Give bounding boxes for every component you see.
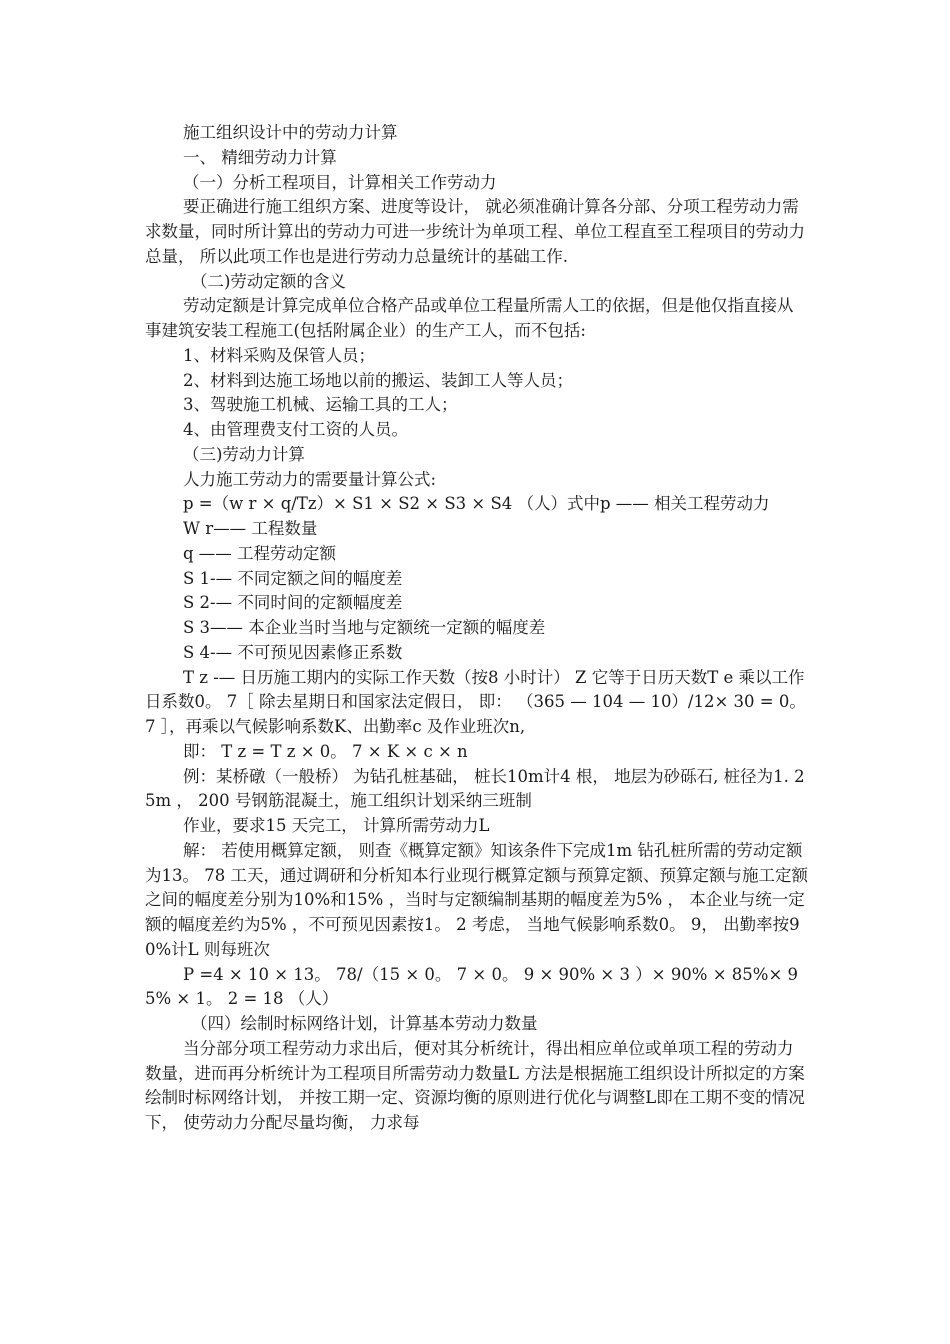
document-body bbox=[145, 121, 809, 1136]
solution-paragraph: 解： 若使用概算定额， 则查《概算定额》知该条件下完成1m 钻孔桩所需的劳动定额为13。 78 工天，通过调研和分析知本行业现行概算定额与预算定额、预算定额与施工定额之间的幅度差分别为10%和15% ，当时与定额编制基期的幅度差为5% ， 本企业与统一定额的幅度差约为5% ，不可预见因素按1。 2 考虑， 当地气候影响系数0。 9， 出勤率按90%计L 则每班次 bbox=[145, 840, 808, 959]
paragraph-2: 劳动定额是计算完成单位合格产品或单位工程量所需人工的依据，但是他仅指直接从事建筑安装工程施工(包括附属企业）的生产工人，而不包括: bbox=[145, 296, 794, 340]
result-formula: P =4 × 10 × 13。 78/（15 × 0。 7 × 0。 9 × 90% × 3 ）× 90% × 85%× 95% × 1。 2 = 18 （人） bbox=[145, 964, 799, 1009]
formula-line: p =（w r × q/Tz）× S1 × S2 × S3 × S4 （人）式中p —— 相关工程劳动力 bbox=[183, 494, 770, 514]
list-item: 4、由管理费支付工资的人员。 bbox=[183, 420, 408, 439]
definition-item: S 1-— 不同定额之间的幅度差 bbox=[183, 568, 403, 588]
example-paragraph: 例：某桥礅（一般桥） 为钻孔桩基础， 桩长10m计4 根， 地层为砂砾石, 桩径为1. 25m ， 200 号钢筋混凝土，施工组织计划采纳三班制 bbox=[145, 766, 805, 811]
subsection-heading-2: （二)劳动定额的含义 bbox=[191, 271, 346, 291]
definition-item: q —— 工程劳动定额 bbox=[183, 543, 337, 563]
subsection-heading-3: （三)劳动力计算 bbox=[183, 444, 305, 464]
definition-item: W r—— 工程数量 bbox=[183, 519, 318, 538]
document-title: 施工组织设计中的劳动力计算 bbox=[183, 123, 398, 142]
list-item: 3、驾驶施工机械、运输工具的工人； bbox=[183, 395, 458, 415]
paragraph-3: 人力施工劳动力的需要量计算公式: bbox=[183, 469, 437, 489]
definition-item: S 3—— 本企业当时当地与定额统一定额的幅度差 bbox=[183, 618, 546, 637]
tz-formula: 即： T z = T z × 0。 7 × K × c × n bbox=[183, 741, 468, 761]
example-continuation: 作业，要求15 天完工， 计算所需劳动力L bbox=[183, 816, 490, 835]
paragraph-1: 要正确进行施工组织方案、进度等设计， 就必须准确计算各分部、分项工程劳动力需求数量，同时所计算出的劳动力可进一步统计为单项工程、单位工程直至工程项目的劳动力总量， 所以此项工作也是进行劳动力总量统计的基础工作. bbox=[145, 197, 805, 266]
section-heading-1: 一、 精细劳动力计算 bbox=[183, 147, 337, 167]
tz-definition: T z -— 日历施工期内的实际工作天数（按8 小时计） Z 它等于日历天数T e 乘以工作日系数0。 7［ 除去星期日和国家法定假日， 即： （365 — 104 — 10）/12× 30 = 0。 7 ］，再乘以气候影响系数K、出勤率c 及作业班次n, bbox=[145, 667, 806, 736]
subsection-heading-1: （一）分析工程项目，计算相关工作劳动力 bbox=[183, 172, 497, 192]
list-item: 1、材料采购及保管人员； bbox=[183, 345, 375, 365]
list-item: 2、材料到达施工场地以前的搬运、装卸工人等人员； bbox=[183, 370, 573, 390]
definition-item: S 2-— 不同时间的定额幅度差 bbox=[183, 593, 403, 613]
definition-item: S 4-— 不可预见因素修正系数 bbox=[183, 642, 403, 662]
subsection-heading-4: （四）绘制时标网络计划，计算基本劳动力数量 bbox=[191, 1014, 538, 1033]
paragraph-4: 当分部分项工程劳动力求出后，便对其分析统计，得出相应单位或单项工程的劳动力数量，进而再分析统计为工程项目所需劳动力数量L 方法是根据施工组织设计所拟定的方案绘制时标网络计划， 并按工期一定、资源均衡的原则进行优化与调整L即在工期不变的情况下， 使劳动力分配尽量均衡， 力求每 bbox=[145, 1038, 805, 1132]
